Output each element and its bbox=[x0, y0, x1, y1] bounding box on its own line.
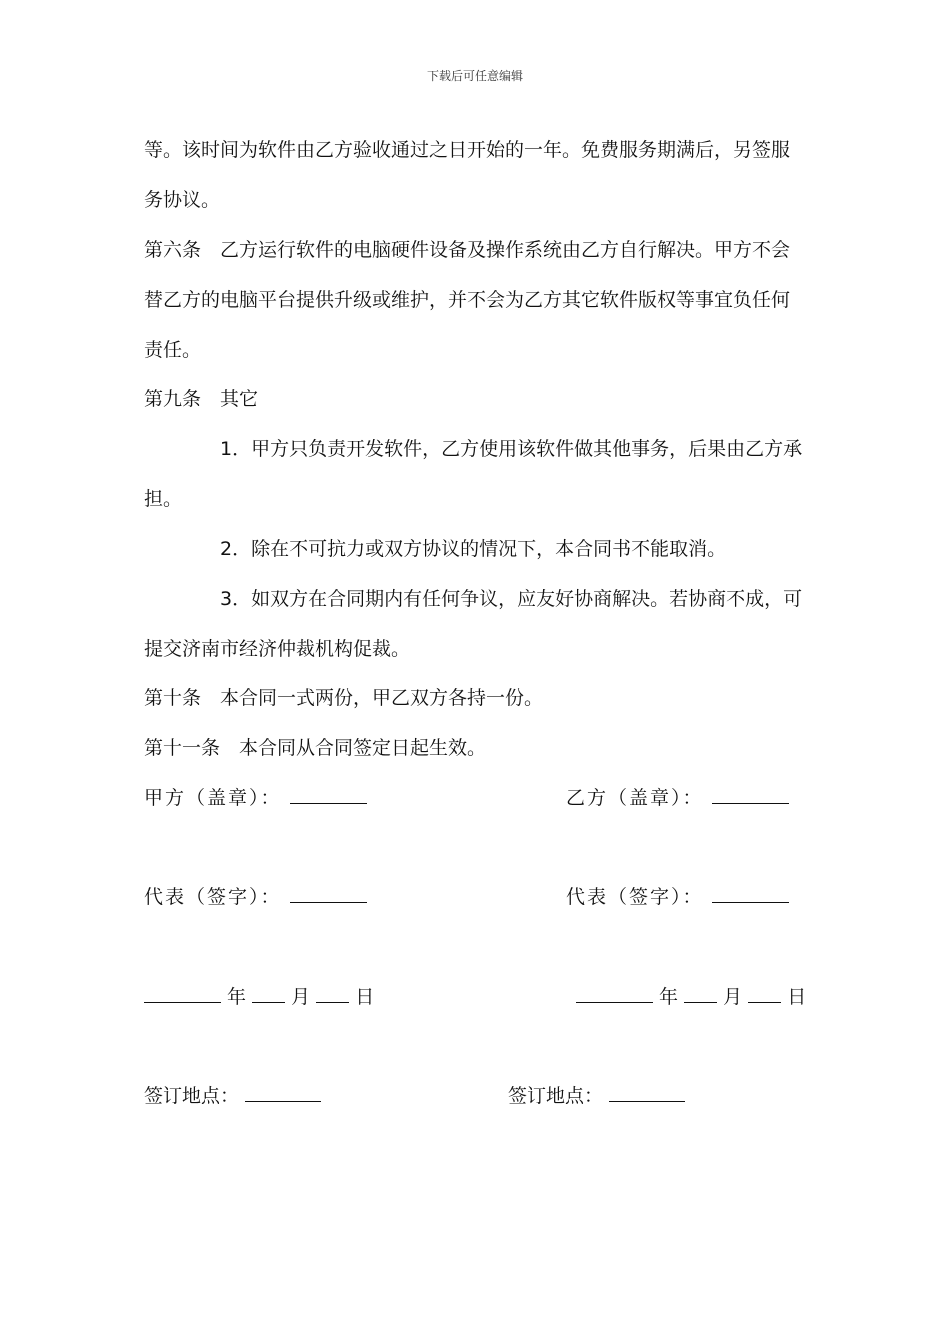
rep-b-line bbox=[566, 884, 789, 910]
clause-1: 1．甲方只负责开发软件，乙方使用该软件做其他事务，后果由乙方承 bbox=[220, 438, 803, 460]
month-b-blank[interactable] bbox=[684, 984, 717, 1003]
day-b-blank[interactable] bbox=[748, 984, 781, 1003]
date-a-line bbox=[144, 984, 374, 1010]
year-b-blank[interactable] bbox=[576, 984, 653, 1003]
rep-b-label: 代表（签字）： bbox=[566, 886, 704, 908]
rep-a-line bbox=[144, 884, 367, 910]
article-9-heading: 第九条 其它 bbox=[144, 388, 259, 410]
month-a-blank[interactable] bbox=[252, 984, 285, 1003]
rep-a-blank[interactable] bbox=[290, 884, 367, 903]
clause-3: 3．如双方在合同期内有任何争议，应友好协商解决。若协商不成，可 bbox=[220, 588, 803, 610]
day-label: 日 bbox=[355, 986, 375, 1008]
month-label: 月 bbox=[291, 986, 311, 1008]
article-10: 第十条 本合同一式两份，甲乙双方各持一份。 bbox=[144, 687, 544, 709]
place-b-label: 签订地点： bbox=[508, 1085, 604, 1107]
month-label: 月 bbox=[723, 986, 743, 1008]
party-a-seal-line bbox=[144, 785, 367, 811]
paragraph-line: 务协议。 bbox=[144, 189, 221, 211]
paragraph-line: 替乙方的电脑平台提供升级或维护，并不会为乙方其它软件版权等事宜负任何 bbox=[144, 289, 791, 311]
place-a-label: 签订地点： bbox=[144, 1085, 240, 1107]
day-label: 日 bbox=[787, 986, 807, 1008]
rep-a-label: 代表（签字）： bbox=[144, 886, 282, 908]
year-label: 年 bbox=[659, 986, 679, 1008]
clause-2: 2．除在不可抗力或双方协议的情况下，本合同书不能取消。 bbox=[220, 538, 727, 560]
article-11: 第十一条 本合同从合同签定日起生效。 bbox=[144, 737, 487, 759]
article-6: 第六条 乙方运行软件的电脑硬件设备及操作系统由乙方自行解决。甲方不会 bbox=[144, 239, 791, 261]
party-b-seal-blank[interactable] bbox=[712, 785, 789, 804]
party-b-seal-line bbox=[566, 785, 789, 811]
party-a-seal-blank[interactable] bbox=[290, 785, 367, 804]
paragraph-line: 担。 bbox=[144, 488, 183, 510]
date-b-line bbox=[576, 984, 806, 1010]
paragraph-line: 提交济南市经济仲裁机构促裁。 bbox=[144, 638, 411, 660]
rep-b-blank[interactable] bbox=[712, 884, 789, 903]
day-a-blank[interactable] bbox=[316, 984, 349, 1003]
party-a-seal-label: 甲方（盖章）： bbox=[144, 787, 282, 809]
party-b-seal-label: 乙方（盖章）： bbox=[566, 787, 704, 809]
year-a-blank[interactable] bbox=[144, 984, 221, 1003]
year-label: 年 bbox=[227, 986, 247, 1008]
page-header: 下载后可任意编辑 bbox=[426, 69, 523, 83]
place-a-line bbox=[144, 1083, 321, 1109]
place-a-blank[interactable] bbox=[245, 1083, 321, 1102]
paragraph-line: 等。该时间为软件由乙方验收通过之日开始的一年。免费服务期满后，另签服 bbox=[144, 139, 791, 161]
paragraph-line: 责任。 bbox=[144, 339, 202, 361]
place-b-line bbox=[508, 1083, 685, 1109]
place-b-blank[interactable] bbox=[609, 1083, 685, 1102]
